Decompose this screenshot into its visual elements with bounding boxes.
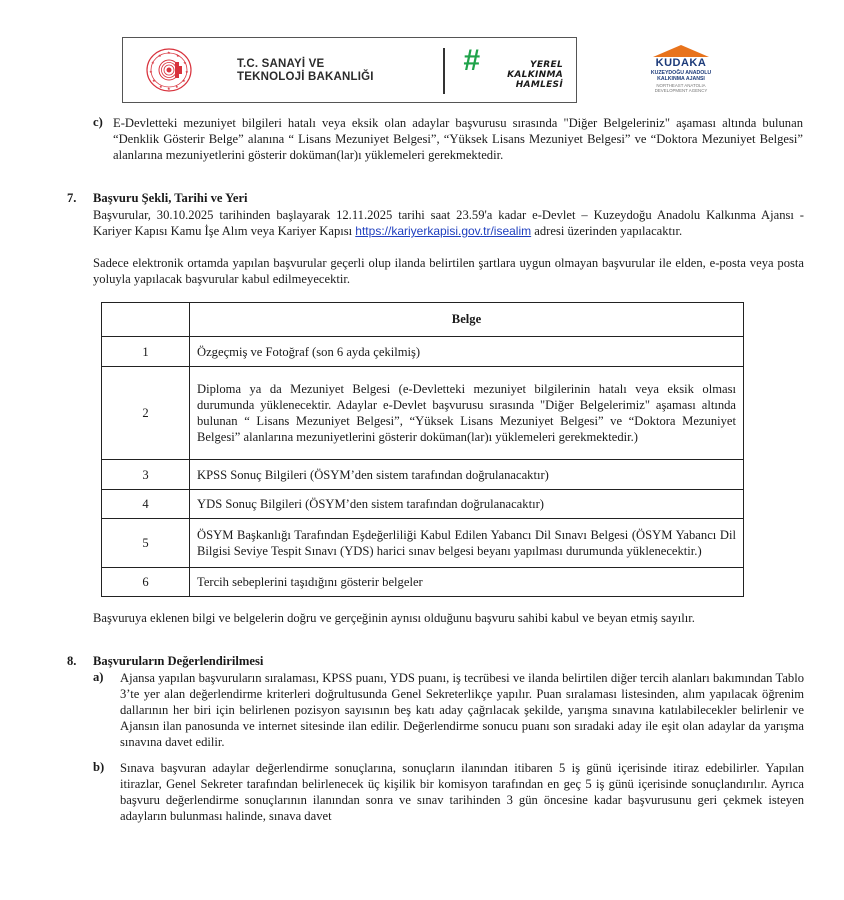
agency-english-name: NORTHEAST ANATOLIA DEVELOPMENT AGENCY	[654, 83, 708, 93]
section-7-title: Başvuru Şekli, Tarihi ve Yeri	[93, 191, 248, 205]
kudaka-logo: KUDAKA KUZEYDOĞU ANADOLU KALKINMA AJANSI NORTHEAST ANATOLIA DEVELOPMENT AGENCY	[645, 45, 717, 95]
table-row: 6 Tercih sebeplerini taşıdığını gösterir belgeler	[102, 568, 744, 597]
ministry-emblem-icon	[145, 47, 193, 93]
header-banner	[122, 37, 577, 103]
section-8-title: Başvuruların Değerlendirilmesi	[93, 654, 264, 668]
item-b-text: Sınava başvuran adaylar değerlendirme sonuçlarına, sonuçların ilanından itibaren 5 iş günü içerisinde itiraz edebilirler. Yapılan itirazlar, Genel Sekreter tarafından belirlenecek üç kişilik bir komisyon tarafından en geç 5 iş günü içerisinde sonuçlandırılır. Ayrıca başvuru değerlendirme sonuçlarının ilanından sonra ve sınav tarihinden 3 gün öncesine kadar başvurusunu geri çekmek isteyen adayların bulunması halinde, sınava davet	[120, 761, 804, 823]
table-row: 2 Diploma ya da Mezuniyet Belgesi (e-Devletteki mezuniyet bilgilerinin hatalı veya eksik olması durumunda yüklenecektir. Adaylar e-Devlet başvurusu sırasında "Diğer Belgelerimiz" aşaması altında bulunan “ Lisans Mezuniyet Belgesi”, “Yüksek Lisans Mezuniyet Belgesi” ve “Doktora Mezuniyet Belgesi” alanlarına mezuniyetlerini gösterir doküman(lar)ı yüklemeleri gerekmektedir.)	[102, 367, 744, 460]
campaign-text: YEREL KALKINMA HAMLESİ	[507, 60, 563, 90]
table-row: 3 KPSS Sonuç Bilgileri (ÖSYM’den sistem tarafından doğrulanacaktır)	[102, 460, 744, 490]
svg-text:★: ★	[167, 86, 171, 91]
section-7-paragraph-1: Başvurular, 30.10.2025 tarihinden başlayarak 12.11.2025 tarihi saat 23.59'a kadar e-Devlet – Kuzeydoğu Anadolu Kalkınma Ajansı - Kariyer Kapısı Kamu İşe Alım veya Kariyer Kapısı https://kariyerkapisi.gov.tr/isealim adresi üzerinden yapılacaktır.	[93, 208, 804, 238]
item-a-text: Ajansa yapılan başvuruların sıralaması, KPSS puanı, YDS puanı, iş tecrübesi ve ilanda belirtilen diğer tercih alanları bakımından Tablo 3’te yer alan değerlendirme kriterleri doğrultusunda Genel Sekreterlikçe yapılır. Puan sıralaması listesinden, alım yapılacak öğrenim dallarının her biri için belirlenen pozisyon sayısının beş katı aday çağrılacak şekilde, yarışma sınavına katılabilecekler belirlenir ve Ajansın ilan panosunda ve internet sitesinde ilan edilir. Değerlendirme sonucu puanı son sıradaki aday ile eşit olan adaylar da yarışma sınavına davet edilir.	[120, 671, 804, 749]
svg-text:★: ★	[176, 53, 180, 58]
hashtag-icon: #	[463, 44, 480, 77]
svg-text:★: ★	[158, 53, 162, 58]
svg-text:★: ★	[183, 60, 187, 65]
ministry-name: T.C. SANAYİ VE TEKNOLOJİ BAKANLIĞI	[237, 58, 374, 83]
svg-text:★: ★	[167, 50, 171, 55]
svg-text:★: ★	[185, 69, 189, 74]
section-7-number: 7.	[67, 191, 77, 205]
svg-text:★: ★	[149, 69, 153, 74]
table-row: 4 YDS Sonuç Bilgileri (ÖSYM’den sistem tarafından doğrulanacaktır)	[102, 490, 744, 519]
item-c-text: E-Devletteki mezuniyet bilgileri hatalı veya eksik olan adaylar başvurusu sırasında "Diğer Belgeleriniz" aşaması altında bulunan “Denklik Gösterir Belge” alanına “ Lisans Mezuniyet Belgesi”, “Yüksek Lisans Mezuniyet Belgesi” ve “Doktora Mezuniyet Belgesi” alanlarına mezuniyetlerini gösterir doküman(lar)ı yüklemeleri gerekmektedir.	[113, 116, 803, 162]
svg-text:★: ★	[175, 84, 179, 89]
agency-subtitle: KUZEYDOĞU ANADOLU KALKINMA AJANSI	[650, 70, 712, 82]
item-c-label: c)	[93, 115, 103, 129]
column-header-number	[102, 303, 190, 337]
svg-text:★: ★	[151, 60, 155, 65]
yerel-kalkinma-logo	[463, 46, 563, 98]
section-8-number: 8.	[67, 654, 77, 668]
table-row: 5 ÖSYM Başkanlığı Tarafından Eşdeğerliliği Kabul Edilen Yabancı Dil Sınavı Belgesi (ÖSYM Yabancı Dil Bilgisi Seviye Tespit Sınavı (YDS) harici sınav belgesi beyanı yapılması durumunda yüklenecektir.)	[102, 519, 744, 568]
documents-table	[101, 302, 744, 597]
kariyer-kapisi-link[interactable]: https://kariyerkapisi.gov.tr/isealim	[355, 224, 532, 238]
table-header-row	[102, 303, 744, 337]
section-7-paragraph-2: Sadece elektronik ortamda yapılan başvurular geçerli olup ilanda belirtilen şartlara uygun olmayan başvurular ile elden, e-posta veya posta yoluyla yapılacak başvurular kabul edilmeyecektir.	[93, 256, 804, 286]
roof-icon	[653, 45, 709, 57]
svg-text:★: ★	[152, 78, 156, 83]
column-header-belge: Belge	[190, 303, 744, 337]
item-a-label: a)	[93, 670, 104, 684]
svg-text:★: ★	[182, 78, 186, 83]
declaration-text: Başvuruya eklenen bilgi ve belgelerin doğru ve gerçeğinin aynısı olduğunu başvuru sahibi kabul ve beyan etmiş sayılır.	[93, 611, 695, 625]
banner-divider	[443, 48, 445, 94]
svg-text:★: ★	[159, 84, 163, 89]
table-row: 1 Özgeçmiş ve Fotoğraf (son 6 ayda çekilmiş)	[102, 337, 744, 367]
item-b-label: b)	[93, 760, 105, 774]
